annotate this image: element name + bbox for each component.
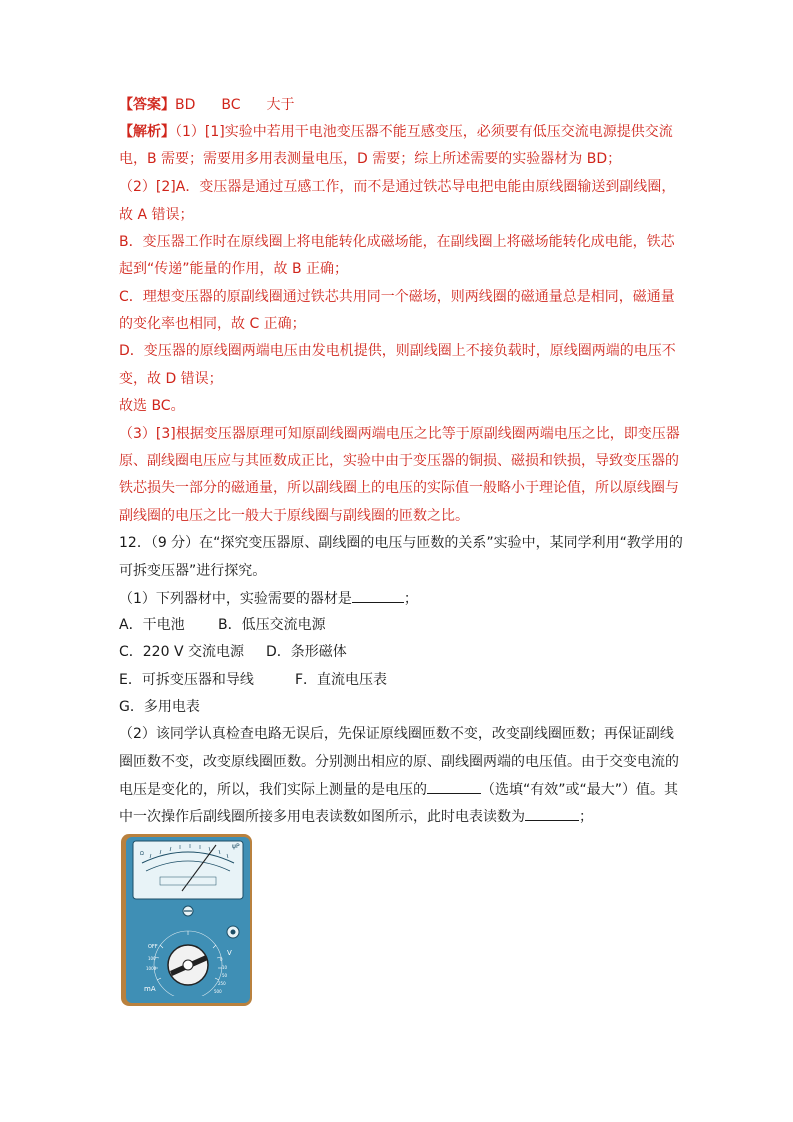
options-row-ef: [119, 670, 387, 690]
svg-text:1000: 1000: [146, 966, 157, 971]
question-part-2-line-4: 中一次操作后副线圈所接多用电表读数如图所示，此时电表读数为 ；: [119, 806, 593, 827]
question-part-2-line-3: 电压是变化的，所以，我们实际上测量的是电压的 （选填“有效”或“最大”）值。其: [119, 779, 678, 800]
answer-blank-3[interactable]: [525, 806, 579, 821]
svg-text:0: 0: [220, 957, 223, 962]
question-stem-line-1: 12．（9 分）在“探究变压器原、副线圈的电压与匝数的关系”实验中，某同学利用“教学用的: [119, 535, 683, 551]
analysis-line-13: 原、副线圈电压应与其匝数成正比，实验中由于变压器的铜损、磁损和铁损，导致变压器的: [119, 453, 679, 469]
option-f: F．直流电压表: [295, 672, 388, 688]
analysis-line-3: （2）[2]A．变压器是通过互感工作，而不是通过铁芯导电把电能由原线圈输送到副线圈，: [119, 179, 676, 195]
analysis-line-12: （3）[3]根据变压器原理可知原副线圈两端电压之比等于原副线圈两端电压之比，即变压器: [119, 426, 680, 442]
analysis-line-11: 故选 BC。: [119, 398, 185, 414]
answer-value-1: BD: [175, 97, 196, 113]
analysis-line-6: 起到“传递”能量的作用，故 B 正确；: [119, 261, 349, 277]
answer-label: 【答案】: [119, 97, 175, 113]
option-b: B．低压交流电源: [218, 617, 326, 633]
option-g: G．多用电表: [119, 699, 200, 715]
answer-line: [119, 95, 295, 115]
svg-text:10: 10: [222, 965, 228, 970]
dial-ma-label: mA: [144, 985, 156, 993]
svg-text:50: 50: [222, 973, 228, 978]
answer-blank-1[interactable]: [352, 588, 404, 603]
question-part-1: （1）下列器材中，实验需要的器材是 ；: [119, 588, 418, 609]
analysis-line-10: 变，故 D 错误；: [119, 371, 223, 387]
option-e: E．可拆变压器和导线: [119, 672, 254, 688]
analysis-line-7: C．理想变压器的原副线圈通过铁芯共用同一个磁场，则两线圈的磁通量总是相同，磁通量: [119, 289, 675, 305]
option-a: A．干电池: [119, 617, 185, 633]
svg-text:500: 500: [214, 989, 222, 994]
svg-text:100: 100: [148, 956, 156, 961]
question-stem-line-2: 可拆变压器”进行探究。: [119, 563, 267, 579]
dial-off-label: OFF: [148, 944, 158, 950]
analysis-line-4: 故 A 错误；: [119, 207, 194, 223]
answer-blank-2[interactable]: [427, 779, 481, 794]
option-c: C．220 V 交流电源: [119, 644, 244, 660]
analysis-line-14: 铁芯损失一部分的磁通量，所以副线圈上的电压的实际值一般略小于理论值，所以原线圈与: [119, 480, 679, 496]
analysis-line-15: 副线圈的电压之比一般大于原线圈与副线圈的匝数之比。: [119, 508, 469, 524]
answer-value-3: 大于: [266, 97, 295, 113]
analysis-label: 【解析】: [119, 124, 175, 140]
answer-value-2: BC: [221, 97, 241, 113]
options-row-ab: [119, 615, 326, 635]
analysis-line-2: 电，B 需要；需要用多用表测量电压，D 需要；综上所述需要的实验器材为 BD；: [119, 151, 622, 167]
option-d: D．条形磁体: [266, 644, 347, 660]
analysis-line-9: D．变压器的原线圈两端电压由发电机提供，则副线圈上不接负载时，原线圈两端的电压不: [119, 343, 676, 359]
options-row-cd: [119, 642, 347, 662]
question-part-2-line-2: 圈匝数不变，改变原线圈匝数。分别测出相应的原、副线圈两端的电压值。由于交变电流的: [119, 754, 679, 770]
analysis-line-5: B．变压器工作时在原线圈上将电能转化成磁场能，在副线圈上将磁场能转化成电能，铁芯: [119, 234, 675, 250]
analysis-line-1: 【解析】（1）[1]实验中若用干电池变压器不能互感变压，必须要有低压交流电源提供交流: [119, 124, 673, 140]
meter-ohm-symbol: Ω: [140, 851, 144, 857]
analysis-line-8: 的变化率也相同，故 C 正确；: [119, 316, 306, 332]
meter-display: [133, 841, 243, 899]
meter-brand: ψP: [232, 843, 240, 850]
multimeter-figure: [120, 833, 253, 1007]
question-part-2-line-1: （2）该同学认真检查电路无误后，先保证原线圈匝数不变，改变副线圈匝数；再保证副线: [119, 726, 674, 742]
svg-text:250: 250: [218, 981, 226, 986]
dial-v-label: V: [227, 949, 232, 957]
